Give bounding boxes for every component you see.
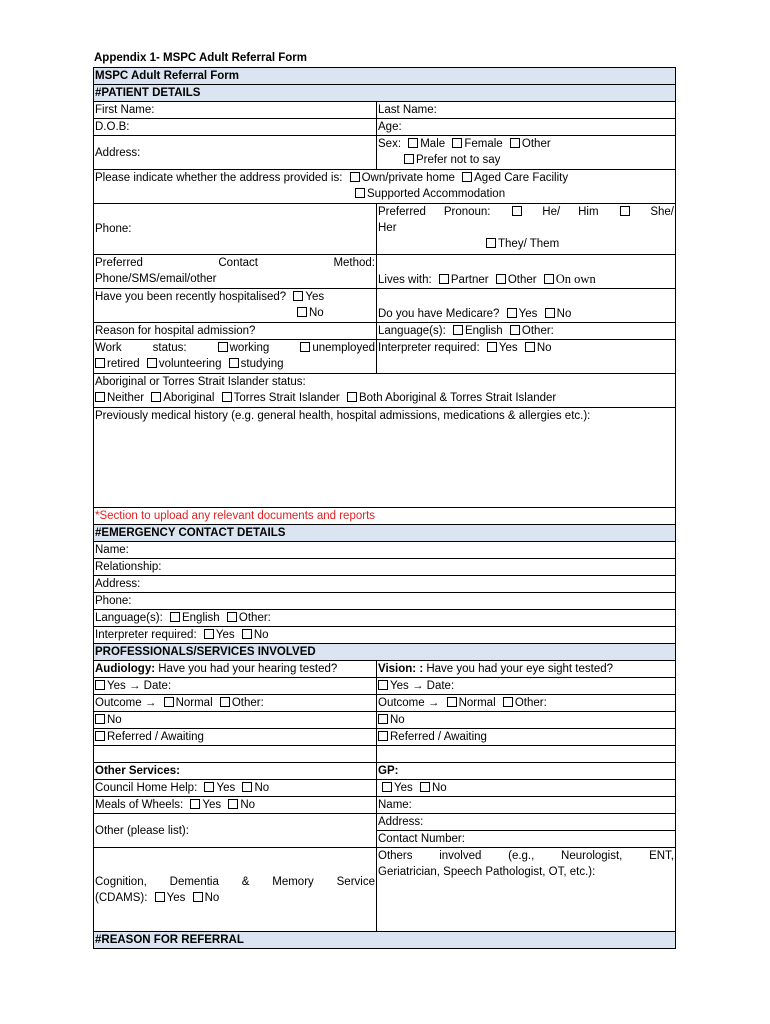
vision-normal-checkbox[interactable]	[447, 697, 457, 707]
atsi-both-label: Both Aboriginal & Torres Strait Islander	[358, 392, 557, 404]
sex-female-label: Female	[464, 138, 503, 150]
sex-male-label: Male	[420, 138, 446, 150]
address-own-checkbox[interactable]	[350, 172, 360, 182]
form-table	[93, 67, 676, 949]
audiology-outcome-cell	[94, 695, 377, 712]
audiology-cell	[94, 661, 377, 678]
audiology-referred-checkbox[interactable]	[95, 731, 105, 741]
audiology-referred-label: Referred / Awaiting	[107, 731, 204, 743]
atsi-aboriginal-checkbox[interactable]	[151, 392, 161, 402]
pronoun-her-label: Her	[378, 222, 397, 234]
medicare-yes-checkbox[interactable]	[507, 308, 517, 318]
meals-no-label: No	[240, 799, 256, 811]
atsi-aboriginal-label: Aboriginal	[163, 392, 215, 404]
cognition-cell	[94, 848, 377, 932]
emergency-interpreter-no-label: No	[253, 629, 269, 641]
language-other-label: Other:	[521, 325, 554, 337]
work-status-line	[95, 340, 375, 356]
page-title: Appendix 1- MSPC Adult Referral Form	[94, 52, 307, 64]
others-involved-line1: Others involved (e.g., Neurologist, ENT,	[378, 850, 675, 862]
emergency-language-cell	[94, 610, 676, 627]
lives-with-cell	[377, 255, 676, 289]
council-yes-label: Yes	[216, 782, 236, 794]
interpreter-no-checkbox[interactable]	[525, 342, 535, 352]
pronoun-she-checkbox[interactable]	[620, 206, 630, 216]
hospitalised-label: Have you been recently hospitalised?	[95, 291, 287, 303]
audiology-blank-cell[interactable]	[94, 746, 377, 763]
vision-label: Vision: :	[378, 663, 424, 675]
atsi-label: Aboriginal or Torres Strait Islander status:	[95, 376, 306, 388]
work-working-checkbox[interactable]	[218, 342, 228, 352]
language-cell	[377, 323, 676, 340]
vision-referred-label: Referred / Awaiting	[390, 731, 487, 743]
sex-female-checkbox[interactable]	[452, 138, 462, 148]
last-name-field[interactable]: Last Name:	[377, 102, 676, 119]
other-list-field[interactable]: Other (please list):	[94, 814, 377, 848]
pronoun-she-label: She/	[650, 206, 674, 218]
council-label: Council Home Help:	[95, 782, 198, 794]
council-yes-checkbox[interactable]	[204, 782, 214, 792]
hospitalised-no-label: No	[309, 307, 324, 319]
atsi-tsi-label: Torres Strait Islander	[233, 392, 340, 404]
gp-yes-checkbox[interactable]	[382, 782, 392, 792]
lives-own-label: On own	[555, 272, 596, 286]
interpreter-yes-label: Yes	[498, 342, 518, 354]
audiology-other-label: Other:	[231, 697, 264, 709]
gp-yes-label: Yes	[394, 782, 413, 794]
age-field[interactable]: Age:	[377, 119, 676, 136]
contact-method-label: Preferred Contact Method:	[95, 257, 375, 269]
lives-partner-checkbox[interactable]	[439, 274, 449, 284]
others-involved-field[interactable]	[377, 848, 676, 932]
emergency-language-label: Language(s):	[95, 612, 163, 624]
atsi-cell	[94, 374, 676, 408]
emergency-phone-field[interactable]: Phone:	[94, 593, 676, 610]
vision-referred-checkbox[interactable]	[378, 731, 388, 741]
audiology-yes-date-label: Yes → Date:	[107, 680, 172, 692]
referral-form	[93, 67, 675, 949]
vision-other-label: Other:	[514, 697, 547, 709]
gp-contact-field[interactable]: Contact Number:	[377, 831, 676, 848]
emergency-header: #EMERGENCY CONTACT DETAILS	[94, 525, 676, 542]
reason-admission-field[interactable]: Reason for hospital admission?	[94, 323, 377, 340]
vision-no-checkbox[interactable]	[378, 714, 388, 724]
medicare-no-checkbox[interactable]	[545, 308, 555, 318]
sex-other-checkbox[interactable]	[510, 138, 520, 148]
vision-outcome-label: Outcome →	[378, 697, 440, 709]
vision-outcome-cell	[377, 695, 676, 712]
work-unemployed-checkbox[interactable]	[300, 342, 310, 352]
gp-label: GP:	[377, 763, 676, 780]
audiology-normal-checkbox[interactable]	[164, 697, 174, 707]
dob-field[interactable]: D.O.B:	[94, 119, 377, 136]
work-volunteering-checkbox[interactable]	[147, 358, 157, 368]
pronoun-line	[378, 204, 674, 220]
emergency-name-field[interactable]: Name:	[94, 542, 676, 559]
work-status-cell	[94, 340, 377, 374]
audiology-label: Audiology:	[95, 663, 156, 675]
work-unemployed-label: unemployed	[312, 342, 375, 354]
cdams-no-label: No	[204, 891, 220, 904]
sex-prefer-not-checkbox[interactable]	[404, 154, 414, 164]
vision-referred-cell	[377, 729, 676, 746]
gp-no-checkbox[interactable]	[420, 782, 430, 792]
address-own-label: Own/private home	[361, 172, 455, 184]
hospitalised-no-checkbox[interactable]	[297, 307, 307, 317]
work-volunteering-label: volunteering	[158, 358, 222, 370]
medicare-yes-label: Yes	[518, 308, 538, 320]
medicare-cell	[377, 289, 676, 323]
audiology-normal-label: Normal	[175, 697, 213, 709]
emergency-interpreter-yes-label: Yes	[215, 629, 235, 641]
meals-label: Meals of Wheels:	[95, 799, 184, 811]
others-involved-line2: Geriatrician, Speech Pathologist, OT, etc.):	[378, 866, 596, 878]
lives-other-label: Other	[507, 274, 537, 286]
gp-yesno-cell	[377, 780, 676, 797]
vision-question: Have you had your eye sight tested?	[426, 663, 614, 675]
audiology-yes-checkbox[interactable]	[95, 680, 105, 690]
vision-blank-cell[interactable]	[377, 746, 676, 763]
form-title: MSPC Adult Referral Form	[94, 68, 676, 85]
council-no-label: No	[254, 782, 270, 794]
interpreter-no-label: No	[536, 342, 552, 354]
pronoun-label: Preferred Pronoun:	[378, 206, 491, 218]
hospitalised-yes-label: Yes	[305, 291, 325, 303]
phone-field[interactable]: Phone:	[94, 204, 377, 255]
emergency-other-label: Other:	[238, 612, 271, 624]
work-studying-label: studying	[240, 358, 284, 370]
audiology-no-checkbox[interactable]	[95, 714, 105, 724]
meals-cell	[94, 797, 377, 814]
pronoun-they-label: They/ Them	[498, 238, 560, 250]
language-english-checkbox[interactable]	[453, 325, 463, 335]
atsi-tsi-checkbox[interactable]	[222, 392, 232, 402]
gp-address-field[interactable]: Address:	[377, 814, 676, 831]
cdams-yes-checkbox[interactable]	[155, 892, 165, 902]
cdams-label: (CDAMS):	[95, 891, 148, 904]
address-type-cell	[94, 170, 676, 204]
audiology-no-cell	[94, 712, 377, 729]
hospitalised-yes-checkbox[interactable]	[293, 291, 303, 301]
vision-cell	[377, 661, 676, 678]
interpreter-yes-checkbox[interactable]	[487, 342, 497, 352]
address-type-label: Please indicate whether the address provided is:	[95, 172, 343, 184]
emergency-relationship-field[interactable]: Relationship:	[94, 559, 676, 576]
services-header: PROFESSIONALS/SERVICES INVOLVED	[94, 644, 676, 661]
work-retired-label: retired	[107, 358, 140, 370]
reason-referral-header: #REASON FOR REFERRAL	[94, 932, 676, 949]
work-studying-checkbox[interactable]	[229, 358, 239, 368]
vision-other-checkbox[interactable]	[503, 697, 513, 707]
language-english-label: English	[464, 325, 503, 337]
emergency-interpreter-yes-checkbox[interactable]	[204, 629, 214, 639]
interpreter-label: Interpreter required:	[378, 342, 480, 354]
emergency-interpreter-no-checkbox[interactable]	[242, 629, 252, 639]
vision-yes-checkbox[interactable]	[378, 680, 388, 690]
address-field[interactable]: Address:	[94, 136, 377, 170]
vision-normal-label: Normal	[458, 697, 496, 709]
language-other-checkbox[interactable]	[510, 325, 520, 335]
lives-partner-label: Partner	[450, 274, 489, 286]
pronoun-he-label: He/	[542, 206, 561, 218]
lives-other-checkbox[interactable]	[496, 274, 506, 284]
lives-own-checkbox[interactable]	[544, 274, 554, 284]
emergency-other-checkbox[interactable]	[227, 612, 237, 622]
medicare-no-label: No	[556, 308, 572, 320]
atsi-neither-label: Neither	[107, 392, 145, 404]
address-aged-checkbox[interactable]	[462, 172, 472, 182]
sex-other-label: Other	[521, 138, 551, 150]
audiology-referred-cell	[94, 729, 377, 746]
address-supported-checkbox[interactable]	[355, 188, 365, 198]
audiology-question: Have you had your hearing tested?	[158, 663, 338, 675]
meals-yes-label: Yes	[202, 799, 222, 811]
language-label: Language(s):	[378, 325, 446, 337]
emergency-address-field[interactable]: Address:	[94, 576, 676, 593]
gp-name-field[interactable]: Name:	[377, 797, 676, 814]
patient-details-header: #PATIENT DETAILS	[94, 85, 676, 102]
audiology-outcome-label: Outcome →	[95, 697, 157, 709]
sex-prefer-not-label: Prefer not to say	[416, 154, 501, 166]
pronoun-they-checkbox[interactable]	[486, 238, 496, 248]
sex-label: Sex:	[378, 138, 402, 150]
address-supported-label: Supported Accommodation	[367, 188, 506, 200]
vision-yes-cell	[377, 678, 676, 695]
cognition-label: Cognition, Dementia & Memory Service	[95, 875, 375, 888]
council-no-checkbox[interactable]	[242, 782, 252, 792]
medical-history-field[interactable]: Previously medical history (e.g. general health, hospital admissions, medications & allergies etc.):	[94, 408, 676, 508]
audiology-other-checkbox[interactable]	[220, 697, 230, 707]
sex-cell	[377, 136, 676, 170]
contact-method-cell[interactable]	[94, 255, 377, 289]
pronoun-cell	[377, 204, 676, 255]
work-working-label: working	[229, 342, 270, 354]
emergency-interpreter-cell	[94, 627, 676, 644]
contact-method-options: Phone/SMS/email/other	[95, 273, 217, 285]
emergency-english-checkbox[interactable]	[170, 612, 180, 622]
vision-no-label: No	[390, 714, 405, 726]
audiology-yes-cell	[94, 678, 377, 695]
audiology-no-label: No	[107, 714, 122, 726]
pronoun-him-label: Him	[578, 206, 599, 218]
atsi-both-checkbox[interactable]	[347, 392, 357, 402]
atsi-neither-checkbox[interactable]	[95, 392, 105, 402]
other-services-label: Other Services:	[94, 763, 377, 780]
emergency-english-label: English	[181, 612, 220, 624]
council-cell	[94, 780, 377, 797]
medicare-label: Do you have Medicare?	[378, 308, 500, 320]
cdams-yes-label: Yes	[166, 891, 186, 904]
meals-no-checkbox[interactable]	[228, 799, 238, 809]
vision-no-cell	[377, 712, 676, 729]
work-status-label: Work status:	[95, 342, 187, 354]
address-aged-label: Aged Care Facility	[474, 172, 569, 184]
emergency-interpreter-label: Interpreter required:	[95, 629, 197, 641]
first-name-field[interactable]: First Name:	[94, 102, 377, 119]
work-retired-checkbox[interactable]	[95, 358, 105, 368]
interpreter-cell	[377, 340, 676, 374]
vision-yes-date-label: Yes → Date:	[390, 680, 455, 692]
meals-yes-checkbox[interactable]	[190, 799, 200, 809]
hospitalised-cell	[94, 289, 377, 323]
lives-with-label: Lives with:	[378, 274, 432, 286]
gp-no-label: No	[431, 782, 447, 794]
sex-male-checkbox[interactable]	[408, 138, 418, 148]
pronoun-he-checkbox[interactable]	[512, 206, 522, 216]
upload-note[interactable]: *Section to upload any relevant documents and reports	[94, 508, 676, 525]
cdams-no-checkbox[interactable]	[193, 892, 203, 902]
